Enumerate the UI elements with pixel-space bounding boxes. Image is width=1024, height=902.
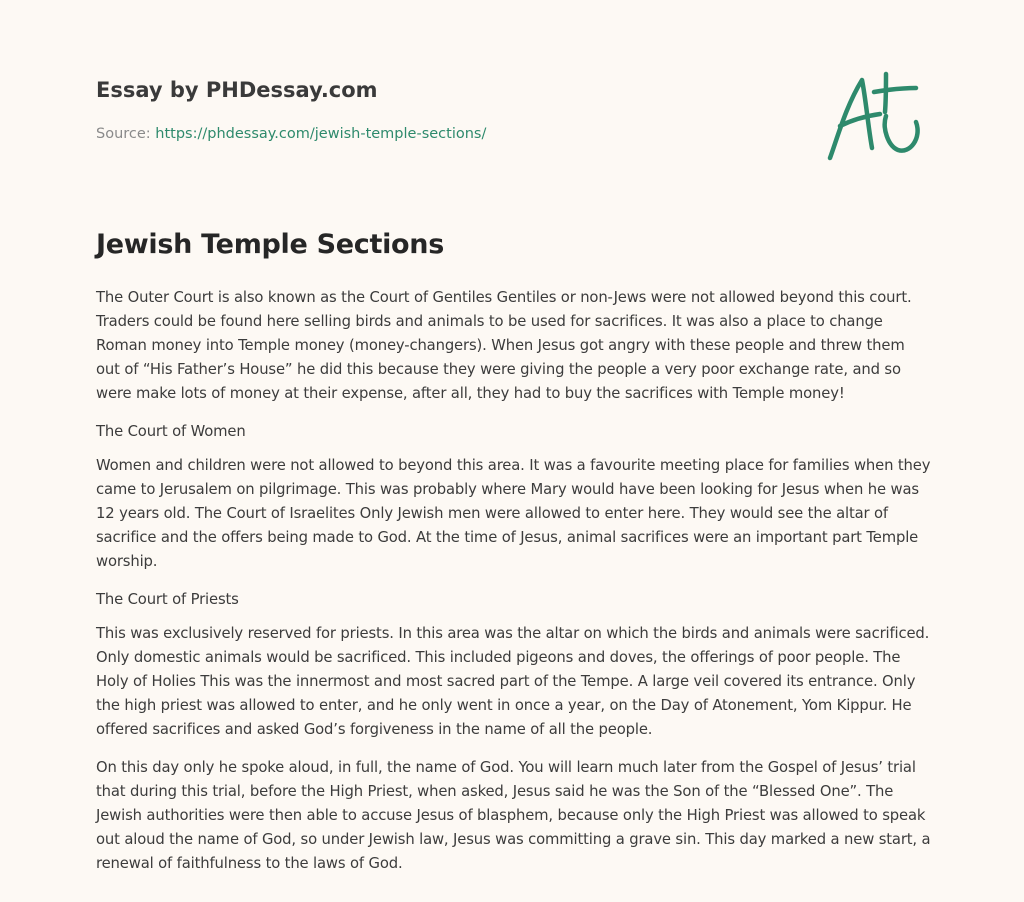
source-link[interactable]: https://phdessay.com/jewish-temple-sections/	[155, 126, 487, 142]
paragraph-court-of-women: Women and children were not allowed to beyond this area. It was a favourite meeting place for families when they came to Jerusalem on pilgrimage. This was probably where Mary would have been looking for Jesus when he was 12 years old. The Court of Israelites Only Jewish men were allowed to enter here. They would see the altar of sacrifice and the offers being made to God. At the time of Jesus, animal sacrifices were an important part Temple worship.	[96, 457, 931, 570]
a-plus-logo-icon	[822, 66, 928, 166]
source-label: Source:	[96, 126, 156, 142]
site-title: Essay by PHDessay.com	[96, 78, 378, 102]
subheading-court-of-priests: The Court of Priests	[96, 591, 239, 608]
subheading-court-of-women: The Court of Women	[96, 423, 246, 440]
source-line	[96, 124, 486, 144]
document-title: Jewish Temple Sections	[96, 229, 444, 260]
header	[96, 76, 936, 166]
document-body	[96, 286, 931, 890]
paragraph-court-of-priests: This was exclusively reserved for priests. In this area was the altar on which the birds and animals were sacrificed. Only domestic animals would be sacrificed. This included pigeons and doves, the offerings of poor people. The Holy of Holies This was the innermost and most sacred part of the Tempe. A large veil covered its entrance. Only the high priest was allowed to enter, and he only went in once a year, on the Day of Atonement, Yom Kippur. He offered sacrifices and asked God’s forgiveness in the name of all the people.	[96, 625, 930, 738]
paragraph-outer-court: The Outer Court is also known as the Court of Gentiles Gentiles or non-Jews were not allowed beyond this court. Traders could be found here selling birds and animals to be used for sacrifices. It was also a place to change Roman money into Temple money (money-changers). When Jesus got angry with these people and threw them out of “His Father’s House” he did this because they were giving the people a very poor exchange rate, and so were make lots of money at their expense, after all, they had to buy the sacrifices with Temple money!	[96, 289, 912, 402]
paragraph-day-of-atonement: On this day only he spoke aloud, in full, the name of God. You will learn much later from the Gospel of Jesus’ trial that during this trial, before the High Priest, when asked, Jesus said he was the Son of the “Blessed One”. The Jewish authorities were then able to accuse Jesus of blasphem, because only the High Priest was allowed to speak out aloud the name of God, so under Jewish law, Jesus was committing a grave sin. This day marked a new start, a renewal of faithfulness to the laws of God.	[96, 759, 931, 872]
